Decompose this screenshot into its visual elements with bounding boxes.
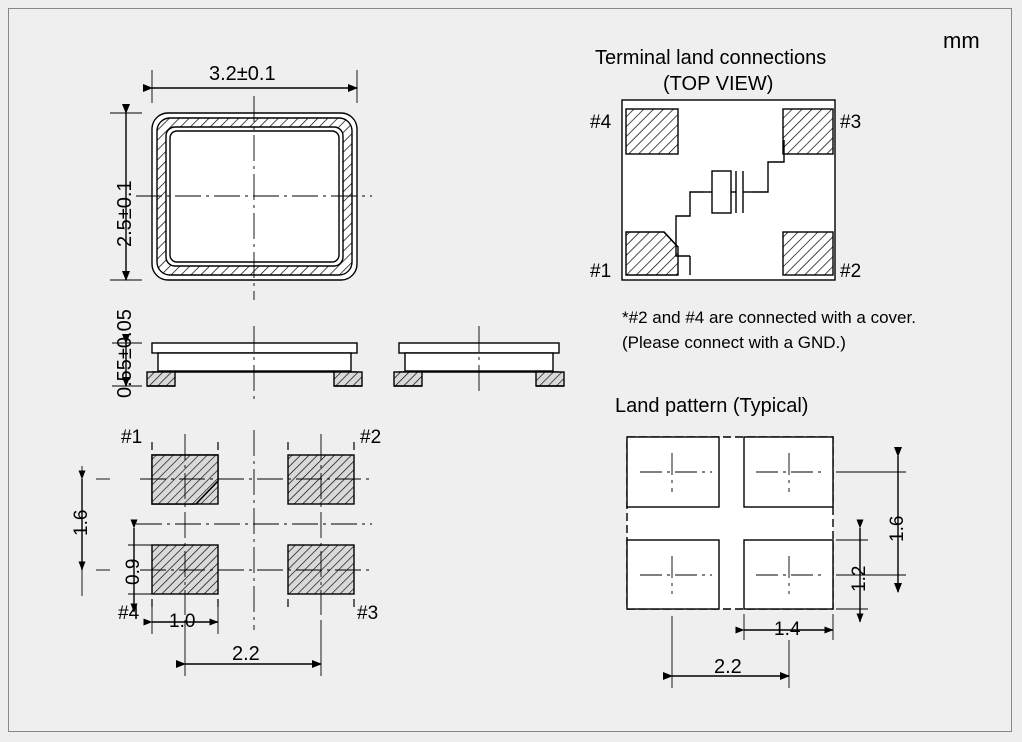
- bottom-view-pin2-label: #2: [360, 427, 382, 448]
- bottom-view-dim-1-0: 1.0: [169, 611, 196, 632]
- bottom-view-pin4-label: #4: [118, 603, 140, 624]
- land-pattern-dim-1-6: 1.6: [887, 515, 908, 542]
- unit-label: mm: [943, 28, 980, 53]
- terminal-note-line1: *#2 and #4 are connected with a cover.: [622, 308, 916, 327]
- top-view-width-dim: 3.2±0.1: [209, 63, 276, 85]
- top-view-height-dim: 2.5±0.1: [114, 180, 136, 247]
- terminal-pin1-label: #1: [590, 261, 612, 282]
- bottom-view-dim-0-9: 0.9: [123, 558, 144, 585]
- terminal-panel-title-line1: Terminal land connections: [595, 47, 827, 69]
- side-view-group: [112, 326, 564, 403]
- bottom-view-dim-2-2: 2.2: [232, 643, 260, 665]
- bottom-view-pin3-label: #3: [357, 603, 379, 624]
- land-pattern-group: [627, 437, 906, 688]
- land-pattern-dim-1-2: 1.2: [849, 565, 870, 592]
- terminal-panel-title-line2: (TOP VIEW): [663, 73, 774, 95]
- terminal-note-line2: (Please connect with a GND.): [622, 333, 846, 352]
- terminal-pin3-label: #3: [840, 112, 862, 133]
- terminal-pin2-label: #2: [840, 261, 862, 282]
- land-pattern-dim-2-2: 2.2: [714, 656, 742, 678]
- terminal-land-group: [622, 100, 835, 280]
- land-pattern-dim-1-4: 1.4: [774, 619, 801, 640]
- land-pattern-title: Land pattern (Typical): [615, 395, 809, 417]
- bottom-view-dim-1-6: 1.6: [71, 509, 92, 536]
- side-view-thickness-dim: 0.55±0.05: [114, 309, 136, 398]
- bottom-view-group: [82, 427, 372, 676]
- terminal-pin4-label: #4: [590, 112, 612, 133]
- top-view-group: [110, 70, 372, 300]
- bottom-view-pin1-label: #1: [121, 427, 143, 448]
